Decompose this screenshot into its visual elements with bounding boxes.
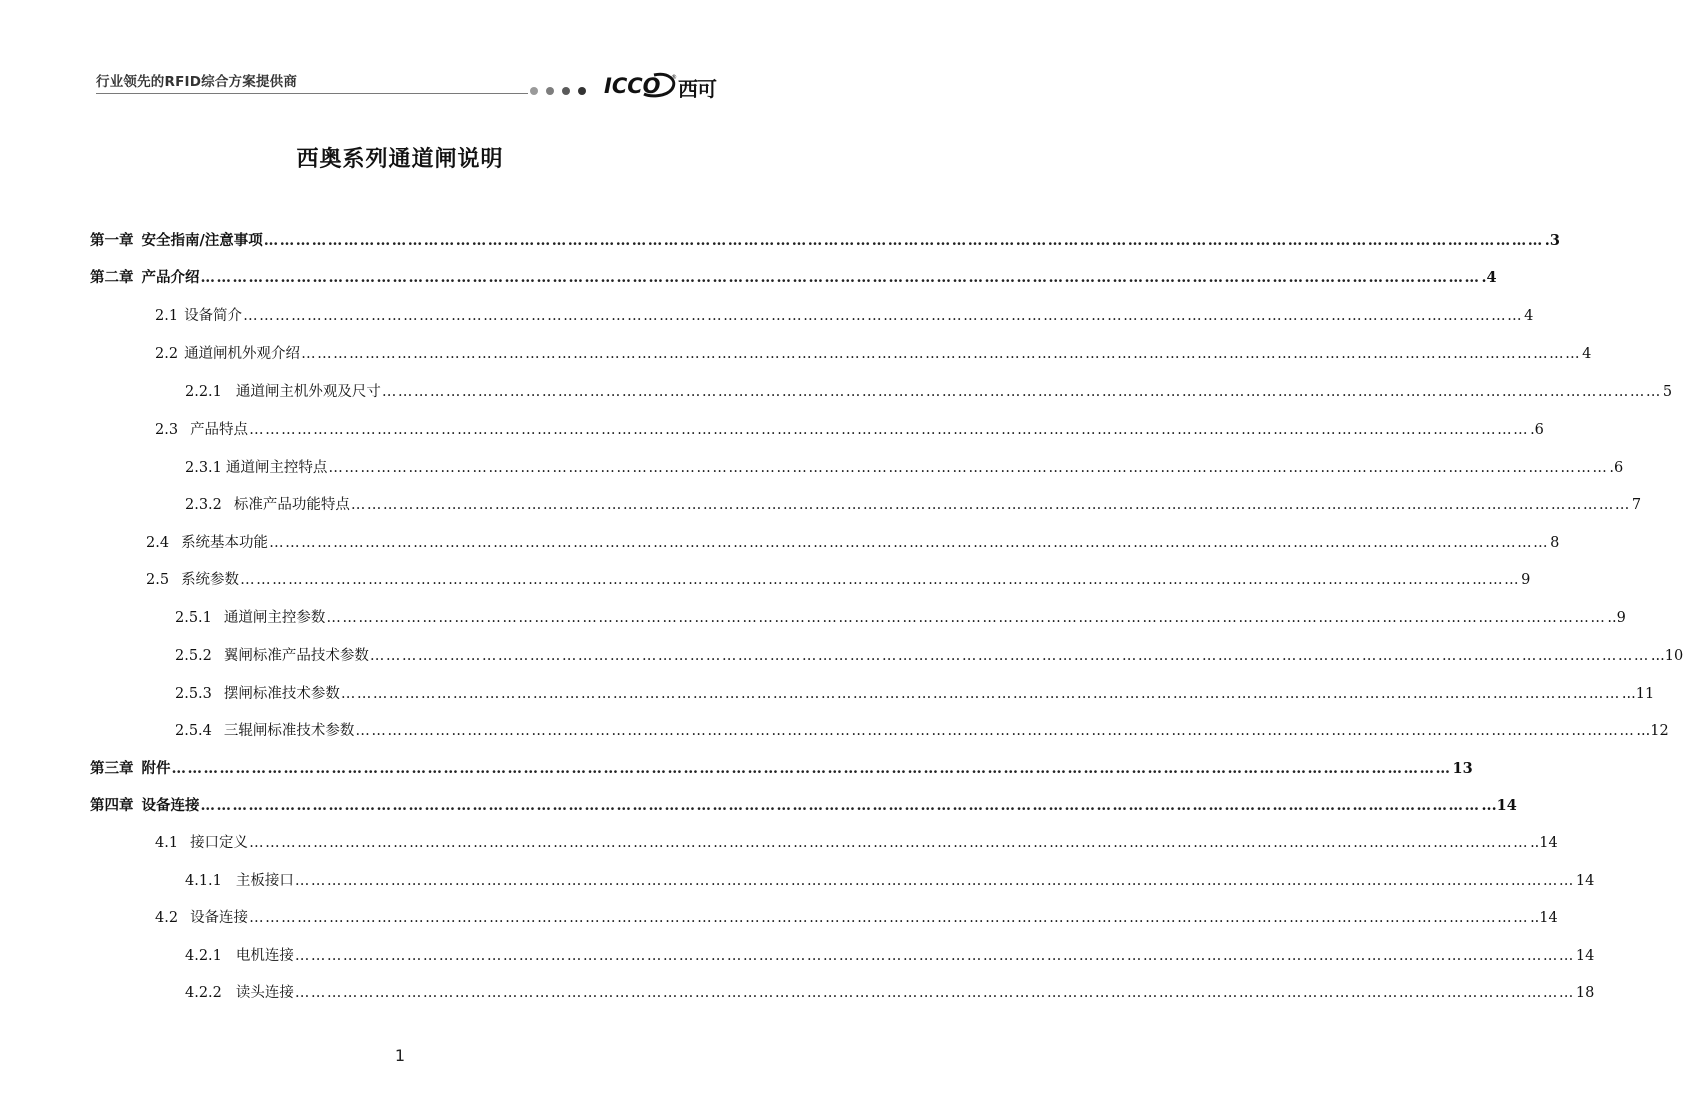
toc-entry [146, 532, 1560, 554]
toc-leader-dots: …………………………………………………………………………………………………………………………………………………………………………………………………………………… [249, 422, 1530, 438]
toc-leader-dots: …………………………………………………………………………………………………………………………………………………………………………………………………………………… [355, 723, 1636, 739]
header-divider [96, 93, 528, 94]
toc-leader-dots: …………………………………………………………………………………………………………………………………………………………………………………………………………………… [294, 873, 1575, 889]
toc-entry-number: 2.2.1 [185, 384, 222, 400]
toc-leader-dots: …………………………………………………………………………………………………………………………………………………………………………………………………………………… [171, 760, 1452, 777]
page-header [96, 60, 716, 100]
toc-entry-page: 8 [1550, 535, 1560, 551]
toc-entry [175, 720, 1669, 742]
svg-text:®: ® [671, 74, 677, 81]
toc-entry-label: 产品介绍 [141, 269, 200, 286]
toc-entry-label: 设备简介 [184, 308, 243, 324]
toc-entry [185, 457, 1624, 479]
page-number: 1 [394, 1046, 406, 1065]
toc-entry-number: 2.5 [146, 572, 170, 588]
toc-entry [185, 945, 1595, 967]
document-title: 西奥系列通道闸说明 [296, 146, 504, 172]
toc-leader-dots: …………………………………………………………………………………………………………………………………………………………………………………………………………………… [263, 232, 1544, 249]
toc-entry [90, 230, 1560, 252]
logo-chinese-name: 西可 [678, 77, 716, 101]
toc-entry-label: 系统基本功能 [181, 535, 269, 551]
toc-entry-label: 三辊闸标准技术参数 [223, 723, 355, 739]
toc-entry [175, 645, 1683, 667]
toc-leader-dots: …………………………………………………………………………………………………………………………………………………………………………………………………………………… [200, 797, 1481, 814]
toc-entry-page: 7 [1631, 497, 1642, 513]
toc-entry-label: 接口定义 [190, 835, 249, 851]
icco-logo-mark [602, 72, 676, 98]
toc-entry-page: ..14 [1530, 835, 1558, 851]
toc-entry [175, 607, 1626, 629]
toc-entry-label: 电机连接 [235, 948, 294, 964]
logo-wordmark: ICCO [604, 74, 661, 98]
toc-entry-number: 4.2 [155, 910, 179, 926]
toc-leader-dots: …………………………………………………………………………………………………………………………………………………………………………………………………………………… [294, 948, 1575, 964]
toc-entry-page: 4 [1582, 346, 1592, 362]
toc-entry-page: ...10 [1650, 648, 1683, 664]
toc-entry [185, 494, 1642, 516]
toc-entry [155, 907, 1558, 929]
toc-entry [155, 343, 1592, 365]
toc-entry-number: 4.1.1 [185, 873, 222, 889]
toc-entry-number: 第二章 [90, 269, 134, 286]
toc-entry [90, 795, 1517, 817]
toc-entry-page: 9 [1521, 572, 1531, 588]
toc-entry-number: 2.3.2 [185, 497, 222, 513]
toc-entry [155, 305, 1534, 327]
toc-entry [146, 569, 1531, 591]
toc-entry-page: ..14 [1530, 910, 1558, 926]
toc-leader-dots: …………………………………………………………………………………………………………………………………………………………………………………………………………………… [369, 648, 1650, 664]
toc-entry-page: .6 [1609, 460, 1624, 476]
toc-entry-number: 2.2 [155, 346, 179, 362]
toc-entry-page: 4 [1524, 308, 1534, 324]
toc-entry-number: 2.3 [155, 422, 179, 438]
toc-leader-dots: …………………………………………………………………………………………………………………………………………………………………………………………………………………… [249, 835, 1530, 851]
toc-entry-page: 5 [1662, 384, 1673, 400]
toc-entry-page: ...11 [1621, 686, 1655, 702]
toc-entry-label: 通道闸主机外观及尺寸 [235, 384, 381, 400]
toc-entry [175, 683, 1655, 705]
toc-entry-page: ...14 [1481, 797, 1517, 814]
logo-dot [546, 87, 554, 95]
toc-leader-dots: …………………………………………………………………………………………………………………………………………………………………………………………………………………… [350, 497, 1631, 513]
toc-entry-number: 4.2.2 [185, 985, 222, 1001]
toc-leader-dots: …………………………………………………………………………………………………………………………………………………………………………………………………………………… [294, 985, 1575, 1001]
icco-logo [530, 68, 716, 101]
toc-entry [90, 267, 1497, 289]
toc-entry-label: 系统参数 [181, 572, 240, 588]
toc-entry-page: 14 [1575, 873, 1595, 889]
toc-entry-label: 翼闸标准产品技术参数 [223, 648, 369, 664]
toc-entry-page: 18 [1575, 985, 1595, 1001]
toc-entry-label: 设备连接 [141, 797, 200, 814]
toc-entry-label: 通道闸主控特点 [225, 460, 328, 476]
toc-entry-number: 2.1 [155, 308, 179, 324]
toc-entry-page: .3 [1544, 232, 1560, 249]
toc-entry-number: 2.5.2 [175, 648, 212, 664]
toc-entry-label: 标准产品功能特点 [233, 497, 350, 513]
logo-dot [578, 87, 586, 95]
toc-entry-number: 4.1 [155, 835, 179, 851]
toc-entry-label: 摆闸标准技术参数 [223, 686, 340, 702]
toc-leader-dots: …………………………………………………………………………………………………………………………………………………………………………………………………………………… [301, 346, 1582, 362]
toc-leader-dots: …………………………………………………………………………………………………………………………………………………………………………………………………………………… [381, 384, 1662, 400]
toc-entry-label: 通道闸主控参数 [223, 610, 326, 626]
logo-dot [530, 87, 538, 95]
toc-entry-number: 2.5.1 [175, 610, 212, 626]
toc-entry-label: 读头连接 [235, 985, 294, 1001]
toc-leader-dots: …………………………………………………………………………………………………………………………………………………………………………………………………………………… [200, 269, 1481, 286]
toc-entry-label: 附件 [141, 760, 171, 777]
toc-leader-dots: …………………………………………………………………………………………………………………………………………………………………………………………………………………… [340, 686, 1621, 702]
toc-leader-dots: …………………………………………………………………………………………………………………………………………………………………………………………………………………… [240, 572, 1521, 588]
toc-entry-page: 13 [1452, 760, 1473, 777]
toc-entry [185, 381, 1673, 403]
toc-entry-label: 通道闸机外观介绍 [184, 346, 301, 362]
toc-entry-page: .6 [1530, 422, 1544, 438]
toc-entry-label: 安全指南/注意事项 [141, 232, 263, 249]
toc-leader-dots: …………………………………………………………………………………………………………………………………………………………………………………………………………………… [243, 308, 1524, 324]
toc-entry-number: 2.5.4 [175, 723, 212, 739]
toc-leader-dots: …………………………………………………………………………………………………………………………………………………………………………………………………………………… [326, 610, 1607, 626]
toc-leader-dots: …………………………………………………………………………………………………………………………………………………………………………………………………………………… [249, 910, 1530, 926]
toc-entry-page: 14 [1575, 948, 1595, 964]
toc-entry-label: 产品特点 [190, 422, 249, 438]
toc-entry-label: 设备连接 [190, 910, 249, 926]
toc-entry [155, 419, 1544, 441]
company-slogan: 行业领先的RFID综合方案提供商 [96, 74, 298, 90]
toc-entry [185, 982, 1595, 1004]
toc-entry-page: .4 [1481, 269, 1497, 286]
toc-leader-dots: …………………………………………………………………………………………………………………………………………………………………………………………………………………… [328, 460, 1609, 476]
toc-entry-number: 第三章 [90, 760, 134, 777]
toc-entry-number: 第四章 [90, 797, 134, 814]
toc-entry [185, 870, 1595, 892]
toc-entry-number: 2.5.3 [175, 686, 212, 702]
toc-entry-label: 主板接口 [235, 873, 294, 889]
toc-entry [155, 832, 1558, 854]
toc-leader-dots: …………………………………………………………………………………………………………………………………………………………………………………………………………………… [269, 535, 1550, 551]
logo-dot [562, 87, 570, 95]
toc-entry-page: ...12 [1636, 723, 1669, 739]
toc-entry-number: 第一章 [90, 232, 134, 249]
toc-entry-page: ..9 [1607, 610, 1626, 626]
toc-entry-number: 4.2.1 [185, 948, 222, 964]
toc-entry-number: 2.4 [146, 535, 170, 551]
toc-entry-number: 2.3.1 [185, 460, 222, 476]
toc-entry [90, 758, 1473, 780]
